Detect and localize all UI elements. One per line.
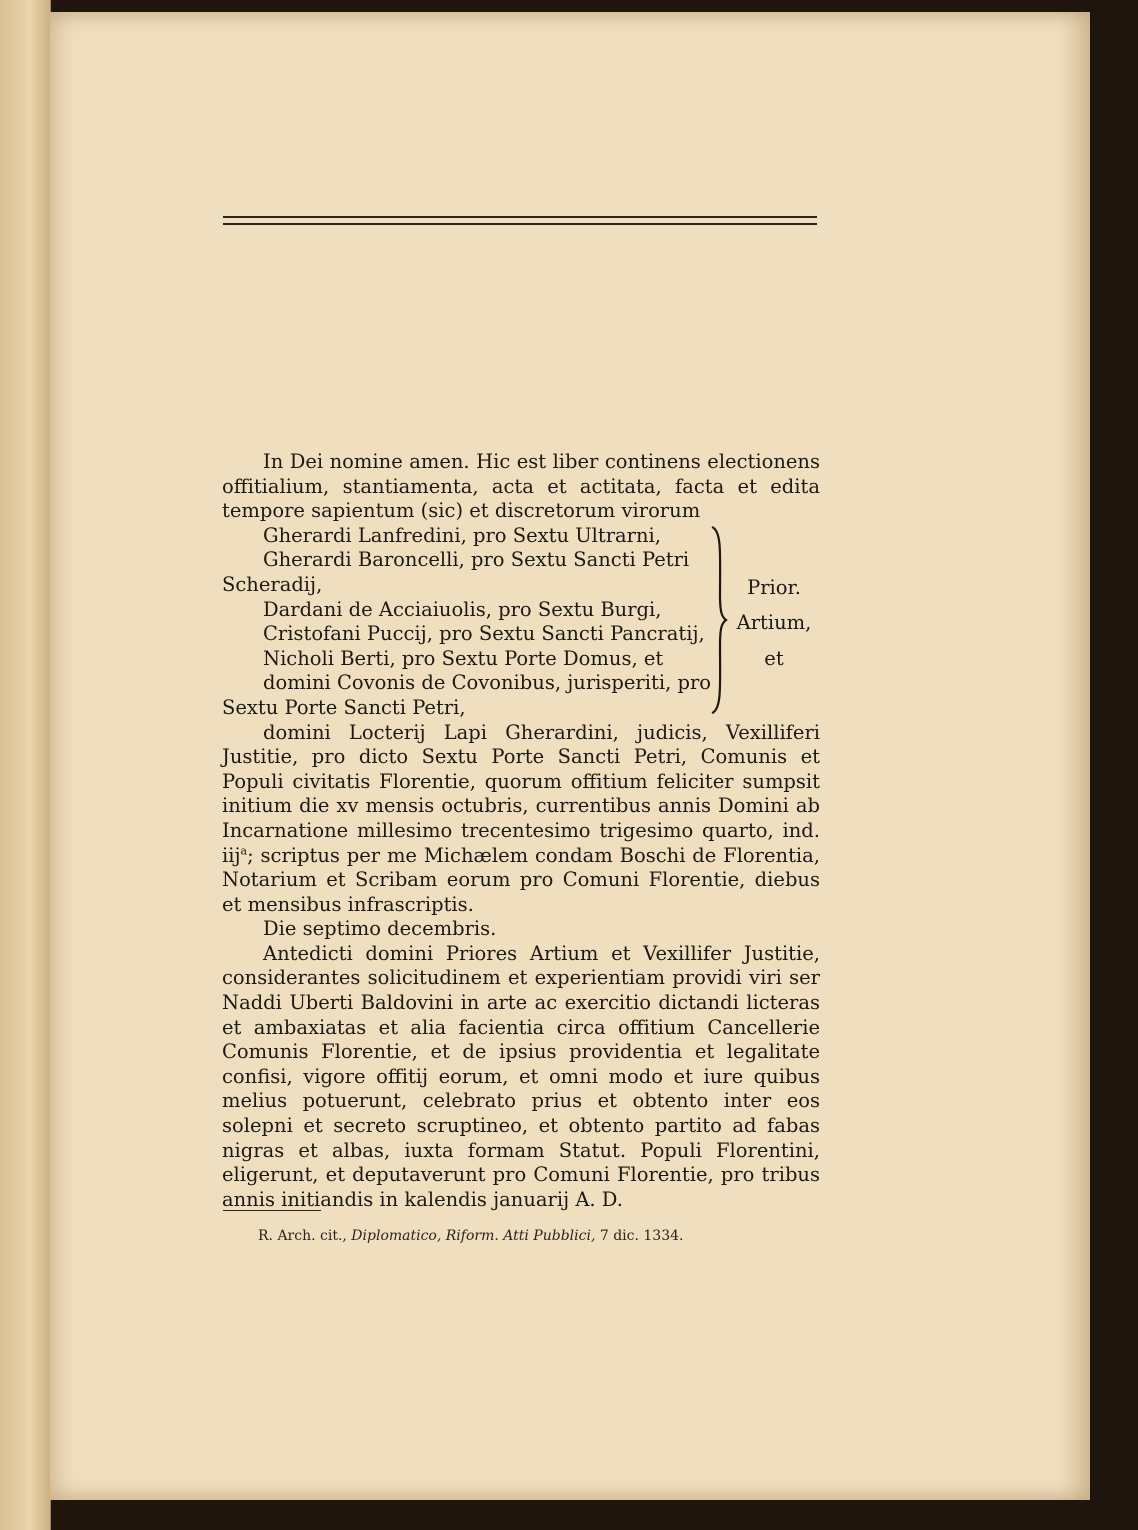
footnote-rule [223, 1210, 321, 1211]
side-label-prior: Prior. [747, 576, 801, 599]
antedicti-paragraph: Antedicti domini Priores Artium et Vexillifer Justitie, considerantes solicitudinem et experientiam providi viri ser Naddi Uberti Baldovini in arte ac exercitio dictandi licteras et ambaxiatas et alia facientia circa offitium Cancellerie Comunis Florentie, et de ipsius providentia et legalitate confisi, vigore offitij eorum, et omni modo et iure quibus melius potuerunt, celebrato prius et obtento inter eos solepni et secreto scruptineo, et obtento partito ad fabas nigras et albas, iuxta formam Statut. Populi Florentini, eligerunt, et deputaverunt pro Comuni Florentie, pro tribus annis initiandis in kalendis januarij A. D. [222, 941, 820, 1211]
prior-name-continuation: Sextu Porte Sancti Petri, [222, 695, 466, 719]
date-line: Die septimo decembris. [263, 917, 497, 941]
prior-name: domini Covonis de Covonibus, jurisperiti, pro [263, 671, 712, 695]
brace-bracket [710, 525, 728, 715]
prior-name: Dardani de Acciaiuolis, pro Sextu Burgi, [263, 597, 662, 621]
side-label-artium: Artium, [736, 611, 812, 634]
footnote-suffix: 7 dic. 1334. [595, 1228, 684, 1244]
vexillifer-text-end: ; scriptus per me Michælem condam Boschi de Florentia, Notarium et Scribam eorum pro Comuni Florentie, diebus et mensibus infrascriptis. [222, 843, 820, 916]
header-double-rule [223, 216, 817, 225]
footnote [258, 1228, 683, 1244]
intro-paragraph: In Dei nomine amen. Hic est liber continens electionens offitialium, stantiamenta, acta et actitata, facta et edita tempore sapientum (sic) et discretorum virorum [222, 450, 820, 523]
footnote-prefix: R. Arch. cit., [258, 1228, 352, 1244]
footnote-italic: Diplomatico, Riform. Atti Pubblici, [351, 1228, 596, 1244]
main-text [222, 450, 820, 1212]
previous-page-edge [0, 0, 51, 1530]
prior-name: Gherardi Lanfredini, pro Sextu Ultrarni, [263, 523, 661, 547]
priors-list [222, 524, 716, 721]
vexillifer-paragraph [222, 721, 820, 918]
vexillifer-text: domini Locterij Lapi Gherardini, judicis, Vexilliferi Justitie, pro dicto Sextu Porte Sancti Petri, Comunis et Populi civitatis Florentie, quorum offitium feliciter sumpsit initium die xv mensis octubris, currentibus annis Domini ab Incarnatione millesimo trecentesimo trigesimo quarto, ind. iij [222, 720, 820, 867]
superscript-a: a [240, 844, 248, 857]
prior-name: Nicholi Berti, pro Sextu Porte Domus, et [263, 646, 664, 670]
prior-name: Gherardi Baroncelli, pro Sextu Sancti Petri [263, 548, 690, 572]
prior-name: Cristofani Puccij, pro Sextu Sancti Pancratij, [263, 622, 705, 646]
prior-name-continuation: Scheradij, [222, 572, 323, 596]
side-label-et: et [764, 647, 784, 670]
